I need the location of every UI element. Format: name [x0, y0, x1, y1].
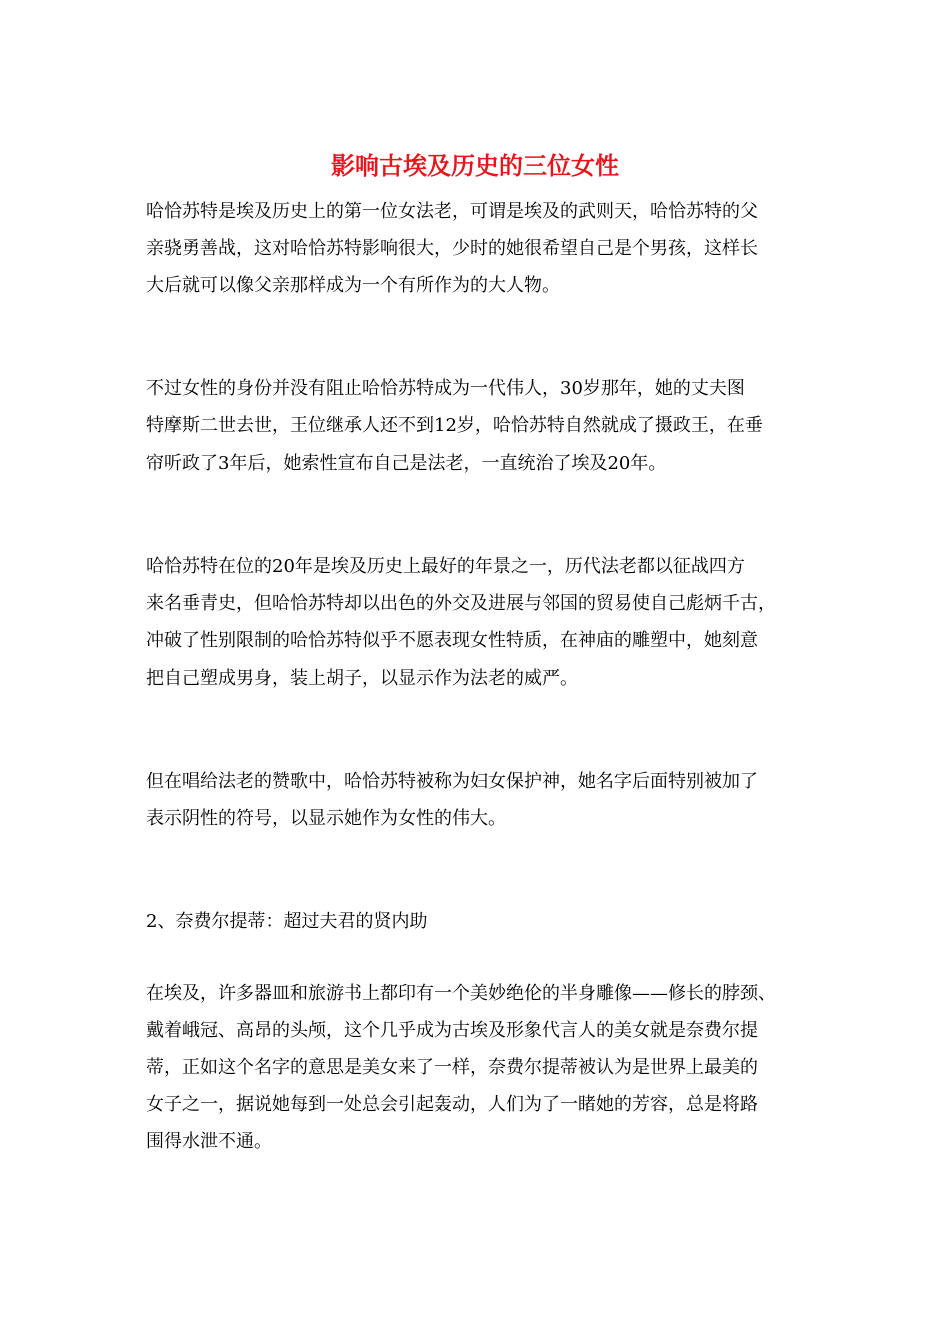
paragraph-1-line-2: 亲骁勇善战，这对哈恰苏特影响很大，少时的她很希望自己是个男孩，这样长: [146, 238, 758, 259]
paragraph-3-line-4: 把自己塑成男身，装上胡子，以显示作为法老的威严。: [146, 668, 578, 689]
paragraph-5-line-3: 蒂，正如这个名字的意思是美女来了一样，奈费尔提蒂被认为是世界上最美的: [146, 1057, 758, 1078]
paragraph-5-line-4: 女子之一，据说她每到一处总会引起轰动，人们为了一睹她的芳容，总是将路: [146, 1094, 758, 1115]
paragraph-3-line-2: 来名垂青史，但哈恰苏特却以出色的外交及进展与邻国的贸易使自己彪炳千古，: [146, 593, 776, 614]
paragraph-2-line-1: 不过女性的身份并没有阻止哈恰苏特成为一代伟人，30岁那年，她的丈夫图: [146, 378, 745, 399]
paragraph-1-line-3: 大后就可以像父亲那样成为一个有所作为的大人物。: [146, 275, 560, 296]
document-title: 影响古埃及历史的三位女性: [331, 151, 619, 180]
paragraph-5-line-5: 围得水泄不通。: [146, 1131, 272, 1152]
paragraph-5-line-2: 戴着峨冠、高昂的头颅，这个几乎成为古埃及形象代言人的美女就是奈费尔提: [146, 1020, 758, 1041]
paragraph-4-line-1: 但在唱给法老的赞歌中，哈恰苏特被称为妇女保护神，她名字后面特别被加了: [146, 771, 758, 792]
paragraph-2-line-2: 特摩斯二世去世，王位继承人还不到12岁，哈恰苏特自然就成了摄政王，在垂: [146, 415, 763, 436]
section-heading: 2、奈费尔提蒂：超过夫君的贤内助: [146, 911, 428, 932]
paragraph-3-line-3: 冲破了性别限制的哈恰苏特似乎不愿表现女性特质，在神庙的雕塑中，她刻意: [146, 630, 758, 651]
paragraph-5-line-1: 在埃及，许多器皿和旅游书上都印有一个美妙绝伦的半身雕像——修长的脖颈、: [146, 983, 776, 1004]
paragraph-3-line-1: 哈恰苏特在位的20年是埃及历史上最好的年景之一，历代法老都以征战四方: [146, 556, 745, 577]
paragraph-1-line-1: 哈恰苏特是埃及历史上的第一位女法老，可谓是埃及的武则天，哈恰苏特的父: [146, 201, 758, 222]
paragraph-4-line-2: 表示阴性的符号，以显示她作为女性的伟大。: [146, 808, 506, 829]
paragraph-2-line-3: 帘听政了3年后，她索性宣布自己是法老，一直统治了埃及20年。: [146, 453, 667, 474]
